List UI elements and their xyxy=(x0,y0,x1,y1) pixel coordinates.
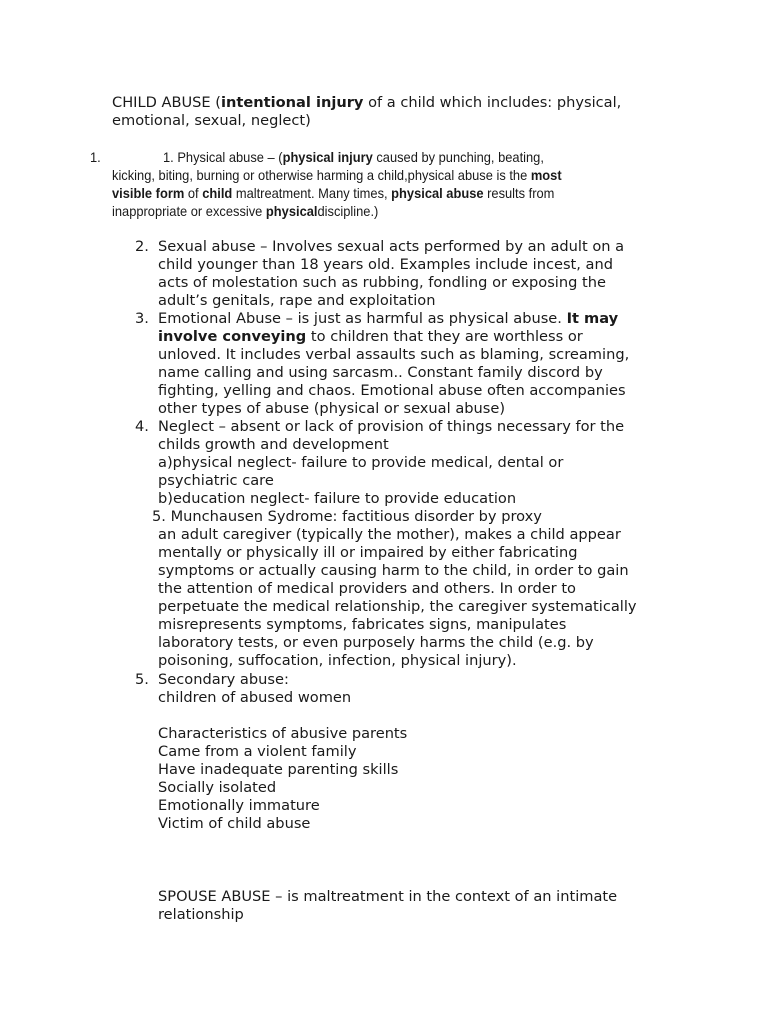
spouse-abuse-line-1: SPOUSE ABUSE – is maltreatment in the context of an intimate xyxy=(158,888,618,905)
list-number: 3. xyxy=(135,310,149,327)
item1-bold: most xyxy=(530,167,562,183)
item5-line: symptoms or actually causing harm to the child, in order to gain xyxy=(158,562,629,579)
characteristics-item: Victim of child abuse xyxy=(158,815,311,832)
item1-line-1 xyxy=(163,148,544,166)
item5-line: misrepresents symptoms, fabricates signs, manipulates xyxy=(158,616,567,633)
characteristics-item: Came from a violent family xyxy=(158,743,357,760)
item4-line: Neglect – absent or lack of provision of things necessary for the xyxy=(158,418,625,435)
item5-line: the attention of medical providers and others. In order to xyxy=(158,580,576,597)
item3-line-1 xyxy=(158,310,618,328)
item1-text: maltreatment. Many times, xyxy=(232,185,392,201)
list-number: 4. xyxy=(135,418,149,435)
item1-bold: physical abuse xyxy=(391,185,484,201)
item2-line: acts of molestation such as rubbing, fondling or exposing the xyxy=(158,274,606,291)
list-number: 5. xyxy=(135,671,149,688)
item3-bold: It may xyxy=(566,310,619,327)
item1-text: kicking, biting, burning or otherwise harming a child,physical abuse is the xyxy=(112,167,531,183)
item5-heading: 5. Munchausen Sydrome: factitious disorder by proxy xyxy=(152,508,542,525)
item5-line: an adult caregiver (typically the mother), makes a child appear xyxy=(158,526,621,543)
item4-line: a)physical neglect- failure to provide medical, dental or xyxy=(158,454,564,471)
heading-text: of a child which includes: physical, xyxy=(363,94,622,111)
item2-line: child younger than 18 years old. Examples include incest, and xyxy=(158,256,614,273)
item5-line: mentally or physically ill or impaired by either fabricating xyxy=(158,544,578,561)
item6-line: Secondary abuse: xyxy=(158,671,289,688)
heading-line-1 xyxy=(112,94,621,112)
item1-bold: child xyxy=(202,185,233,201)
item1-text: caused by punching, beating, xyxy=(372,149,544,165)
characteristics-item: Have inadequate parenting skills xyxy=(158,761,399,778)
characteristics-item: Socially isolated xyxy=(158,779,277,796)
item1-line-3 xyxy=(112,184,554,202)
item1-line-4 xyxy=(112,202,378,220)
item1-text: discipline.) xyxy=(317,203,379,219)
item5-line: poisoning, suffocation, infection, physical injury). xyxy=(158,652,517,669)
heading-text: CHILD ABUSE ( xyxy=(112,94,221,111)
heading-bold: intentional injury xyxy=(220,94,364,111)
item1-bold: physical xyxy=(265,203,318,219)
item1-text: 1. Physical abuse – ( xyxy=(163,149,283,165)
heading-line-2: emotional, sexual, neglect) xyxy=(112,112,311,129)
item6-line: children of abused women xyxy=(158,689,352,706)
item5-line: laboratory tests, or even purposely harms the child (e.g. by xyxy=(158,634,594,651)
item3-bold: involve conveying xyxy=(158,328,307,345)
item5-line: perpetuate the medical relationship, the caregiver systematically xyxy=(158,598,637,615)
list-number: 2. xyxy=(135,238,149,255)
item4-line: childs growth and development xyxy=(158,436,389,453)
item3-text: to children that they are worthless or xyxy=(306,328,583,345)
item4-line: psychiatric care xyxy=(158,472,274,489)
spouse-abuse-line-2: relationship xyxy=(158,906,244,923)
item3-line: unloved. It includes verbal assaults such as blaming, screaming, xyxy=(158,346,630,363)
item3-line-2 xyxy=(158,328,583,346)
item3-text: Emotional Abuse – is just as harmful as physical abuse. xyxy=(158,310,567,327)
item3-line: fighting, yelling and chaos. Emotional abuse often accompanies xyxy=(158,382,626,399)
item2-line: adult’s genitals, rape and exploitation xyxy=(158,292,436,309)
item2-line: Sexual abuse – Involves sexual acts performed by an adult on a xyxy=(158,238,625,255)
list-number: 1. xyxy=(90,149,101,165)
characteristics-item: Emotionally immature xyxy=(158,797,320,814)
item3-line: other types of abuse (physical or sexual abuse) xyxy=(158,400,506,417)
item1-line-2 xyxy=(112,166,562,184)
item3-line: name calling and using sarcasm.. Constant family discord by xyxy=(158,364,603,381)
item1-text: inappropriate or excessive xyxy=(112,203,266,219)
item1-text: of xyxy=(184,185,203,201)
item4-line: b)education neglect- failure to provide education xyxy=(158,490,517,507)
item1-bold: visible form xyxy=(112,185,185,201)
item1-text: results from xyxy=(483,185,555,201)
item1-bold: physical injury xyxy=(282,149,373,165)
characteristics-title: Characteristics of abusive parents xyxy=(158,725,408,742)
